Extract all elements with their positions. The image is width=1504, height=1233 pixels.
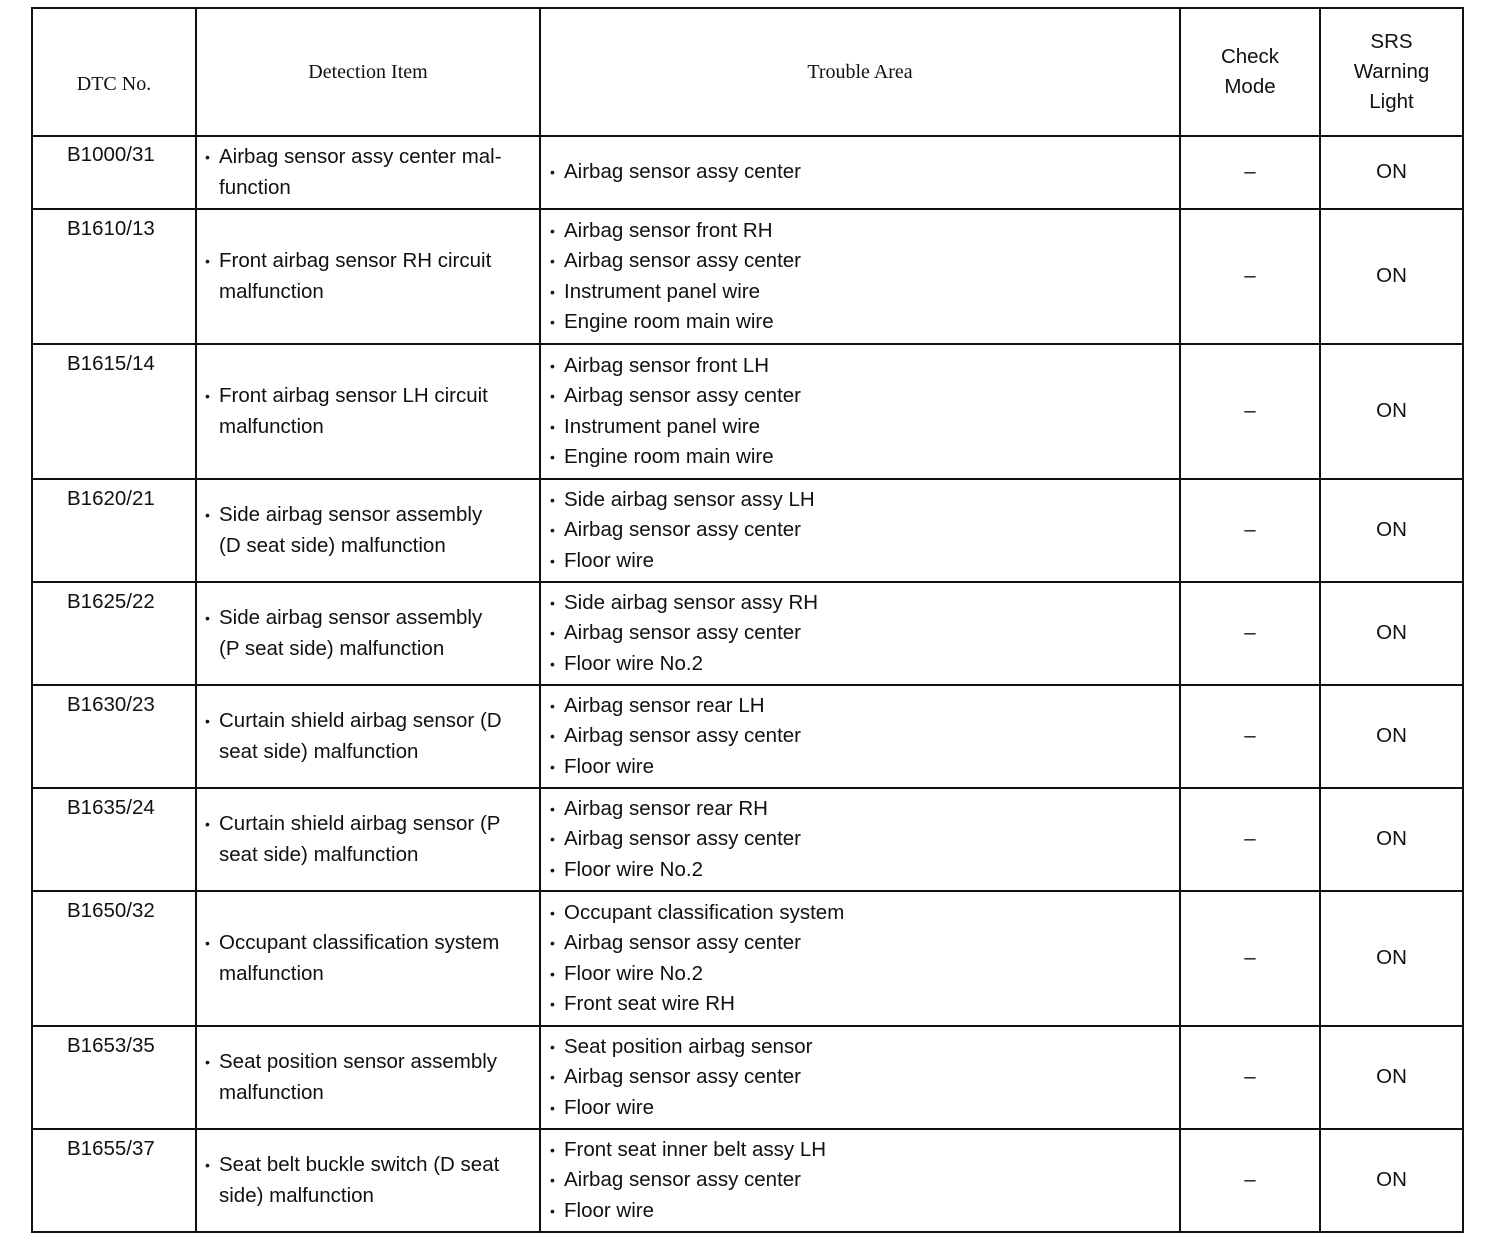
trouble-area-item xyxy=(550,855,1169,885)
header-dtc-no: DTC No. xyxy=(32,8,196,136)
trouble-area-item xyxy=(550,691,1169,721)
detection-item-text: Curtain shield airbag sensor (P xyxy=(219,812,501,836)
trouble-area-item xyxy=(550,546,1169,576)
trouble-area-text: Airbag sensor assy center xyxy=(564,724,802,748)
bullet-icon: • xyxy=(550,758,555,775)
srs-warning-light-value: ON xyxy=(1320,479,1463,582)
table-row xyxy=(32,788,1463,891)
trouble-area-item xyxy=(550,1135,1169,1165)
detection-item-line xyxy=(205,1047,529,1077)
detection-item-continuation xyxy=(205,412,529,442)
detection-item-line xyxy=(205,1150,529,1180)
bullet-icon: • xyxy=(550,728,555,745)
bullet-icon: • xyxy=(205,935,210,952)
table-header xyxy=(32,8,1463,136)
dtc-code: B1610/13 xyxy=(32,209,196,344)
detection-item-cell xyxy=(196,1026,540,1129)
detection-item-text: (P seat side) malfunction xyxy=(219,636,445,660)
header-check-mode-line2: Mode xyxy=(1224,75,1276,98)
table-row xyxy=(32,1129,1463,1232)
srs-warning-light-value: ON xyxy=(1320,582,1463,685)
bullet-icon: • xyxy=(550,522,555,539)
header-row xyxy=(32,8,1463,136)
trouble-area-text: Airbag sensor assy center xyxy=(564,1065,802,1089)
detection-item-cell xyxy=(196,685,540,788)
detection-item-text: function xyxy=(219,175,291,199)
dtc-code: B1000/31 xyxy=(32,136,196,209)
check-mode-value: – xyxy=(1180,891,1320,1026)
trouble-area-item xyxy=(550,1093,1169,1123)
bullet-icon: • xyxy=(550,1099,555,1116)
header-check-mode xyxy=(1180,8,1320,136)
bullet-icon: • xyxy=(550,625,555,642)
bullet-icon: • xyxy=(205,1157,210,1174)
trouble-area-item xyxy=(550,588,1169,618)
dtc-code: B1615/14 xyxy=(32,344,196,479)
header-srs-warning-light xyxy=(1320,8,1463,136)
trouble-area-item xyxy=(550,928,1169,958)
detection-item-text: Seat position sensor assembly xyxy=(219,1050,498,1074)
bullet-icon xyxy=(205,634,219,664)
table-row xyxy=(32,479,1463,582)
bullet-icon: • xyxy=(550,904,555,921)
detection-item-text: Front airbag sensor RH circuit xyxy=(219,249,492,273)
trouble-area-item xyxy=(550,824,1169,854)
detection-item-continuation xyxy=(205,173,529,203)
trouble-area-text: Floor wire No.2 xyxy=(564,651,703,675)
table-row xyxy=(32,344,1463,479)
detection-item-continuation xyxy=(205,277,529,307)
table-row xyxy=(32,582,1463,685)
bullet-icon: • xyxy=(550,965,555,982)
bullet-icon: • xyxy=(550,655,555,672)
trouble-area-item xyxy=(550,794,1169,824)
trouble-area-text: Airbag sensor assy center xyxy=(564,518,802,542)
bullet-icon: • xyxy=(205,713,210,730)
bullet-icon: • xyxy=(550,491,555,508)
bullet-icon: • xyxy=(205,388,210,405)
table-row xyxy=(32,685,1463,788)
trouble-area-item xyxy=(550,277,1169,307)
srs-warning-light-value: ON xyxy=(1320,209,1463,344)
bullet-icon: • xyxy=(550,448,555,465)
detection-item-text: (D seat side) malfunction xyxy=(219,533,446,557)
detection-item-cell xyxy=(196,136,540,209)
bullet-icon: • xyxy=(550,697,555,714)
detection-item-cell xyxy=(196,788,540,891)
bullet-icon: • xyxy=(550,1038,555,1055)
dtc-table xyxy=(31,7,1464,1233)
detection-item-text: Side airbag sensor assembly xyxy=(219,606,483,630)
detection-item-text: Side airbag sensor assembly xyxy=(219,503,483,527)
trouble-area-text: Airbag sensor front RH xyxy=(564,218,773,242)
header-check-mode-line1: Check xyxy=(1220,45,1280,68)
bullet-icon: • xyxy=(205,507,210,524)
detection-item-continuation xyxy=(205,634,529,664)
bullet-icon: • xyxy=(550,418,555,435)
header-trouble-area: Trouble Area xyxy=(540,8,1180,136)
detection-item-line xyxy=(205,928,529,958)
trouble-area-item xyxy=(550,1196,1169,1226)
trouble-area-item xyxy=(550,1032,1169,1062)
check-mode-value: – xyxy=(1180,1129,1320,1232)
check-mode-value: – xyxy=(1180,479,1320,582)
trouble-area-text: Floor wire xyxy=(564,1095,654,1119)
bullet-icon: • xyxy=(550,313,555,330)
detection-item-text: Front airbag sensor LH circuit xyxy=(219,384,488,408)
trouble-area-cell xyxy=(540,344,1180,479)
trouble-area-item xyxy=(550,351,1169,381)
bullet-icon: • xyxy=(550,995,555,1012)
trouble-area-text: Occupant classification system xyxy=(564,900,845,924)
trouble-area-text: Airbag sensor assy center xyxy=(564,384,802,408)
detection-item-line xyxy=(205,706,529,736)
header-srs-line1: SRS xyxy=(1370,30,1413,53)
trouble-area-text: Airbag sensor assy center xyxy=(564,621,802,645)
bullet-icon: • xyxy=(205,816,210,833)
trouble-area-item xyxy=(550,246,1169,276)
detection-item-continuation xyxy=(205,531,529,561)
check-mode-value: – xyxy=(1180,582,1320,685)
detection-item-cell xyxy=(196,479,540,582)
trouble-area-text: Engine room main wire xyxy=(564,444,774,468)
trouble-area-cell xyxy=(540,1129,1180,1232)
trouble-area-text: Floor wire No.2 xyxy=(564,857,703,881)
trouble-area-text: Side airbag sensor assy RH xyxy=(564,590,819,614)
bullet-icon: • xyxy=(550,283,555,300)
trouble-area-text: Floor wire xyxy=(564,754,654,778)
header-srs-line2: Warning xyxy=(1353,60,1430,83)
bullet-icon xyxy=(205,1181,219,1211)
detection-item-text: malfunction xyxy=(219,961,324,985)
check-mode-value: – xyxy=(1180,788,1320,891)
detection-item-cell xyxy=(196,1129,540,1232)
dtc-code: B1625/22 xyxy=(32,582,196,685)
dtc-code: B1620/21 xyxy=(32,479,196,582)
bullet-icon: • xyxy=(550,164,555,181)
detection-item-cell xyxy=(196,891,540,1026)
detection-item-continuation xyxy=(205,1078,529,1108)
check-mode-value: – xyxy=(1180,136,1320,209)
bullet-icon: • xyxy=(550,594,555,611)
detection-item-continuation xyxy=(205,959,529,989)
detection-item-line xyxy=(205,246,529,276)
trouble-area-text: Airbag sensor assy center xyxy=(564,931,802,955)
detection-item-cell xyxy=(196,582,540,685)
bullet-icon xyxy=(205,277,219,307)
detection-item-line xyxy=(205,142,529,172)
trouble-area-cell xyxy=(540,1026,1180,1129)
trouble-area-cell xyxy=(540,479,1180,582)
dtc-code: B1635/24 xyxy=(32,788,196,891)
table-body xyxy=(32,136,1463,1232)
bullet-icon: • xyxy=(205,253,210,270)
bullet-icon: • xyxy=(205,610,210,627)
srs-warning-light-value: ON xyxy=(1320,788,1463,891)
detection-item-text: seat side) malfunction xyxy=(219,842,419,866)
bullet-icon xyxy=(205,531,219,561)
detection-item-text: Seat belt buckle switch (D seat xyxy=(219,1153,500,1177)
trouble-area-item xyxy=(550,485,1169,515)
bullet-icon: • xyxy=(550,552,555,569)
trouble-area-cell xyxy=(540,685,1180,788)
bullet-icon: • xyxy=(550,1172,555,1189)
trouble-area-item xyxy=(550,381,1169,411)
trouble-area-cell xyxy=(540,582,1180,685)
trouble-area-item xyxy=(550,959,1169,989)
trouble-area-item xyxy=(550,1062,1169,1092)
trouble-area-text: Instrument panel wire xyxy=(564,414,760,438)
bullet-icon: • xyxy=(205,149,210,166)
trouble-area-item xyxy=(550,412,1169,442)
detection-item-continuation xyxy=(205,737,529,767)
bullet-icon: • xyxy=(550,253,555,270)
bullet-icon: • xyxy=(550,1141,555,1158)
dtc-code: B1655/37 xyxy=(32,1129,196,1232)
bullet-icon: • xyxy=(550,831,555,848)
trouble-area-item xyxy=(550,515,1169,545)
header-srs-line3: Light xyxy=(1369,90,1414,113)
trouble-area-text: Side airbag sensor assy LH xyxy=(564,487,815,511)
trouble-area-text: Engine room main wire xyxy=(564,309,774,333)
trouble-area-text: Front seat inner belt assy LH xyxy=(564,1137,827,1161)
check-mode-value: – xyxy=(1180,1026,1320,1129)
trouble-area-text: Airbag sensor assy center xyxy=(564,827,802,851)
srs-warning-light-value: ON xyxy=(1320,891,1463,1026)
trouble-area-item xyxy=(550,618,1169,648)
detection-item-line xyxy=(205,603,529,633)
bullet-icon xyxy=(205,1078,219,1108)
trouble-area-item xyxy=(550,307,1169,337)
detection-item-text: malfunction xyxy=(219,1080,324,1104)
bullet-icon: • xyxy=(550,861,555,878)
dtc-code: B1630/23 xyxy=(32,685,196,788)
detection-item-continuation xyxy=(205,840,529,870)
srs-warning-light-value: ON xyxy=(1320,1129,1463,1232)
trouble-area-text: Airbag sensor front LH xyxy=(564,353,770,377)
table-row xyxy=(32,891,1463,1026)
bullet-icon: • xyxy=(550,935,555,952)
table-row xyxy=(32,209,1463,344)
dtc-code: B1650/32 xyxy=(32,891,196,1026)
bullet-icon xyxy=(205,412,219,442)
check-mode-value: – xyxy=(1180,344,1320,479)
check-mode-value: – xyxy=(1180,685,1320,788)
detection-item-text: Occupant classification system xyxy=(219,931,500,955)
trouble-area-text: Floor wire No.2 xyxy=(564,961,703,985)
trouble-area-item xyxy=(550,442,1169,472)
bullet-icon: • xyxy=(550,357,555,374)
header-detection-item: Detection Item xyxy=(196,8,540,136)
trouble-area-cell xyxy=(540,209,1180,344)
trouble-area-item xyxy=(550,989,1169,1019)
trouble-area-text: Floor wire xyxy=(564,1198,654,1222)
bullet-icon: • xyxy=(550,388,555,405)
bullet-icon: • xyxy=(205,1054,210,1071)
detection-item-text: side) malfunction xyxy=(219,1183,374,1207)
trouble-area-text: Airbag sensor assy center xyxy=(564,1168,802,1192)
trouble-area-text: Airbag sensor rear RH xyxy=(564,796,768,820)
bullet-icon xyxy=(205,959,219,989)
detection-item-text: malfunction xyxy=(219,279,324,303)
dtc-code: B1653/35 xyxy=(32,1026,196,1129)
detection-item-cell xyxy=(196,344,540,479)
detection-item-line xyxy=(205,500,529,530)
bullet-icon xyxy=(205,840,219,870)
detection-item-continuation xyxy=(205,1181,529,1211)
trouble-area-item xyxy=(550,752,1169,782)
trouble-area-item xyxy=(550,898,1169,928)
srs-warning-light-value: ON xyxy=(1320,685,1463,788)
trouble-area-text: Front seat wire RH xyxy=(564,991,735,1015)
detection-item-text: malfunction xyxy=(219,414,324,438)
trouble-area-text: Airbag sensor assy center xyxy=(564,160,802,184)
trouble-area-text: Seat position airbag sensor xyxy=(564,1034,813,1058)
bullet-icon: • xyxy=(550,1069,555,1086)
trouble-area-item xyxy=(550,721,1169,751)
bullet-icon xyxy=(205,173,219,203)
srs-warning-light-value: ON xyxy=(1320,136,1463,209)
bullet-icon: • xyxy=(550,1202,555,1219)
trouble-area-text: Airbag sensor rear LH xyxy=(564,693,765,717)
trouble-area-cell xyxy=(540,891,1180,1026)
trouble-area-text: Floor wire xyxy=(564,548,654,572)
detection-item-cell xyxy=(196,209,540,344)
bullet-icon: • xyxy=(550,800,555,817)
check-mode-value: – xyxy=(1180,209,1320,344)
trouble-area-item xyxy=(550,1165,1169,1195)
bullet-icon: • xyxy=(550,222,555,239)
detection-item-line xyxy=(205,381,529,411)
trouble-area-item xyxy=(550,649,1169,679)
srs-warning-light-value: ON xyxy=(1320,344,1463,479)
detection-item-line xyxy=(205,809,529,839)
trouble-area-cell xyxy=(540,788,1180,891)
table-row xyxy=(32,1026,1463,1129)
table-row xyxy=(32,136,1463,209)
srs-warning-light-value: ON xyxy=(1320,1026,1463,1129)
trouble-area-cell xyxy=(540,136,1180,209)
trouble-area-text: Instrument panel wire xyxy=(564,279,760,303)
trouble-area-item xyxy=(550,157,1169,187)
trouble-area-text: Airbag sensor assy center xyxy=(564,249,802,273)
detection-item-text: Curtain shield airbag sensor (D xyxy=(219,709,502,733)
bullet-icon xyxy=(205,737,219,767)
trouble-area-item xyxy=(550,216,1169,246)
detection-item-text: seat side) malfunction xyxy=(219,739,419,763)
detection-item-text: Airbag sensor assy center mal- xyxy=(219,145,502,169)
